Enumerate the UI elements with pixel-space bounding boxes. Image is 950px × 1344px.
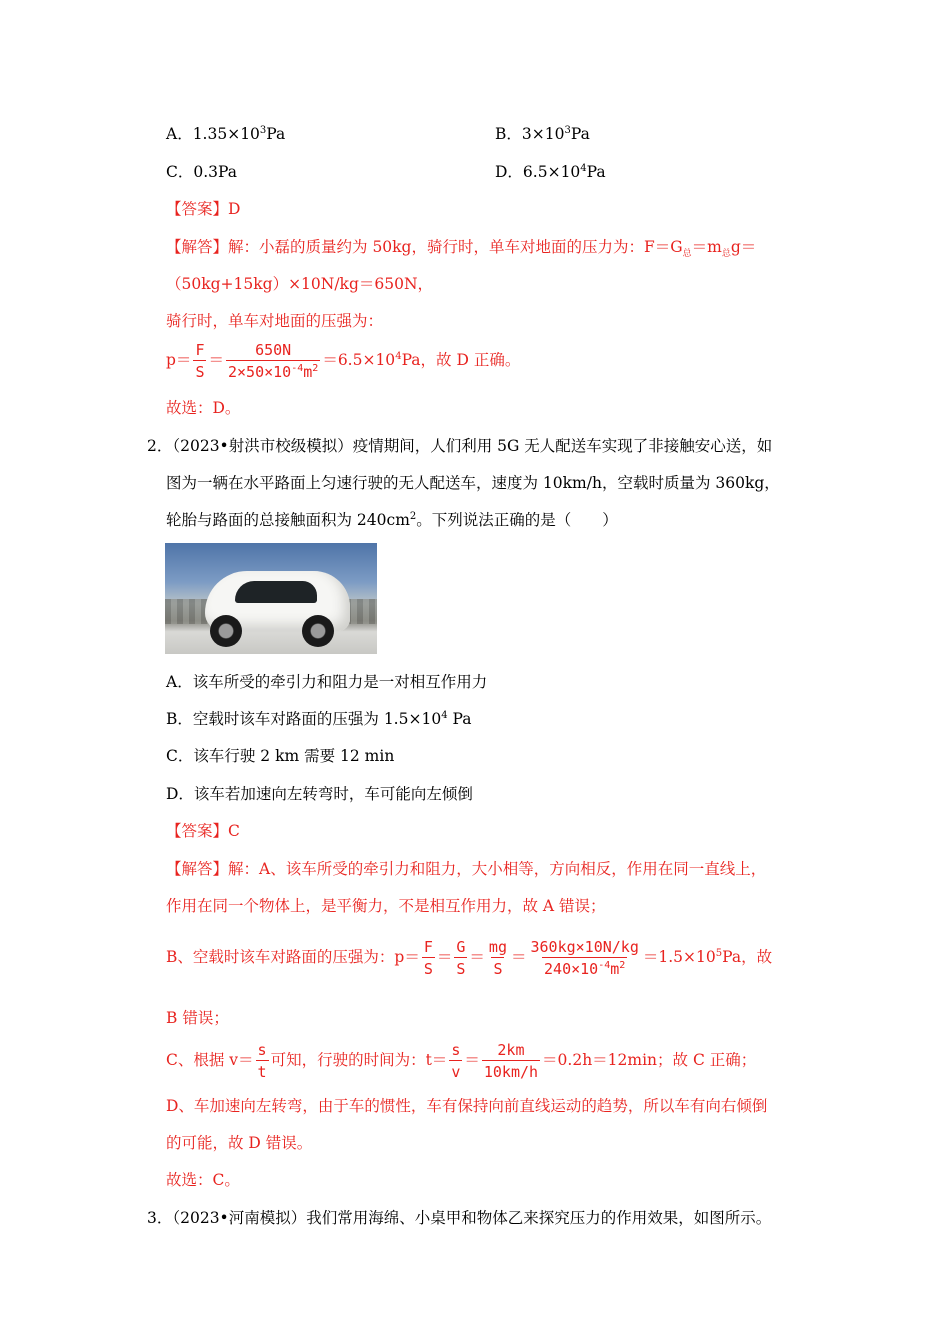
- q2-option-b: B．空载时该车对路面的压强为 $1.5\times 10^4$ Pa: [166, 709, 472, 728]
- q2-fraction-km: $\frac{2km}{10km/h}$: [483, 1041, 539, 1081]
- delivery-car-photo: [165, 543, 377, 654]
- q2-analysis-b-end: B 错误；: [166, 1009, 229, 1027]
- q2-option-a: A．该车所受的牵引力和阻力是一对相互作用力: [166, 673, 488, 691]
- q2-option-c: C．该车行驶 2 km 需要 12 min: [166, 747, 395, 765]
- q2-stem-line2: 图为一辆在水平路面上匀速行驶的无人配送车，速度为 10km/h，空载时质量为 360kg，: [166, 474, 780, 492]
- q1-formula: p＝ $\frac{F}{S}$ ＝ $\frac{650N}{2\times 50\times 10^{-4}m^2}$ $=6.5\times 10^4Pa$，故 D 正确。: [166, 341, 521, 381]
- q2-analysis-a1: 【解答】解：A、该车所受的牵引力和阻力，大小相等，方向相反，作用在同一直线上，: [166, 860, 767, 878]
- q2-analysis-d1: D、车加速向左转弯，由于车的惯性，车有保持向前直线运动的趋势，所以车有向右倾倒: [166, 1097, 768, 1115]
- q2-fraction-s-v: $\frac{s}{v}$: [451, 1041, 461, 1081]
- q1-fraction-f-s: $\frac{F}{S}$: [195, 341, 205, 381]
- q1-option-d: D．$6.5\times 10^4Pa$: [495, 162, 606, 181]
- q1-option-a: A．$1.35\times 10^3Pa$: [166, 124, 286, 143]
- q2-analysis-c-formula: C、根据 v＝ $\frac{s}{t}$ 可知，行驶的时间为：t＝ $\frac{s}{v}$ ＝ $\frac{2km}{10km/h}$ ＝0.2h＝12min；故 C 正确；: [166, 1041, 757, 1081]
- q1-choose: 故选：D。: [166, 399, 241, 417]
- q2-analysis-d2: 的可能，故 D 错误。: [166, 1134, 313, 1152]
- q1-analysis-line2: （50kg+15kg）×10N/kg＝650N，: [166, 275, 434, 293]
- q1-answer: 【答案】D: [166, 200, 241, 218]
- q2-fraction-value: $\frac{360kg\times 10N/kg}{240\times 10^{-4}m^2}$: [530, 938, 639, 978]
- q2-fraction-g-s: $\frac{G}{S}$: [456, 938, 466, 978]
- q2-analysis-b-formula: B、空载时该车对路面的压强为：p＝ $\frac{F}{S}$ ＝ $\frac{G}{S}$ ＝ $\frac{mg}{S}$ ＝ $\frac{360kg\times 10N/kg}{240\times 10^{-4}m^2}$ $=1.5\times 10^5Pa$，故: [166, 938, 773, 978]
- q2-choose: 故选：C。: [166, 1171, 240, 1189]
- q2-fraction-f-s: $\frac{F}{S}$: [423, 938, 433, 978]
- q1-analysis-line3: 骑行时，单车对地面的压强为：: [166, 312, 384, 330]
- q2-option-d: D．该车若加速向左转弯时，车可能向左倾倒: [166, 785, 473, 803]
- q1-fraction-value: $\frac{650N}{2\times 50\times 10^{-4}m^2}$: [227, 341, 319, 381]
- q1-analysis-line1: 【解答】解：小磊的质量约为 50kg，骑行时，单车对地面的压力为：$F=G_总=m_总g=$: [166, 238, 757, 260]
- q2-stem-line1: 2．（2023•射洪市校级模拟）疫情期间，人们利用 5G 无人配送车实现了非接触安心送，如: [147, 437, 773, 455]
- q2-analysis-a2: 作用在同一个物体上，是平衡力，不是相互作用力，故 A 错误；: [166, 897, 606, 915]
- q2-answer: 【答案】C: [166, 822, 240, 840]
- q2-fraction-s-t: $\frac{s}{t}$: [257, 1041, 267, 1081]
- q2-fraction-mg-s: $\frac{mg}{S}$: [488, 938, 507, 978]
- q1-option-c: C．0.3Pa: [166, 163, 237, 181]
- q3-stem-line1: 3．（2023•河南模拟）我们常用海绵、小桌甲和物体乙来探究压力的作用效果，如图所示。: [147, 1209, 772, 1227]
- q2-stem-line3: 轮胎与路面的总接触面积为 $240cm^2$。下列说法正确的是（ ）: [166, 510, 618, 529]
- q1-option-b: B．$3\times 10^3Pa$: [495, 124, 590, 143]
